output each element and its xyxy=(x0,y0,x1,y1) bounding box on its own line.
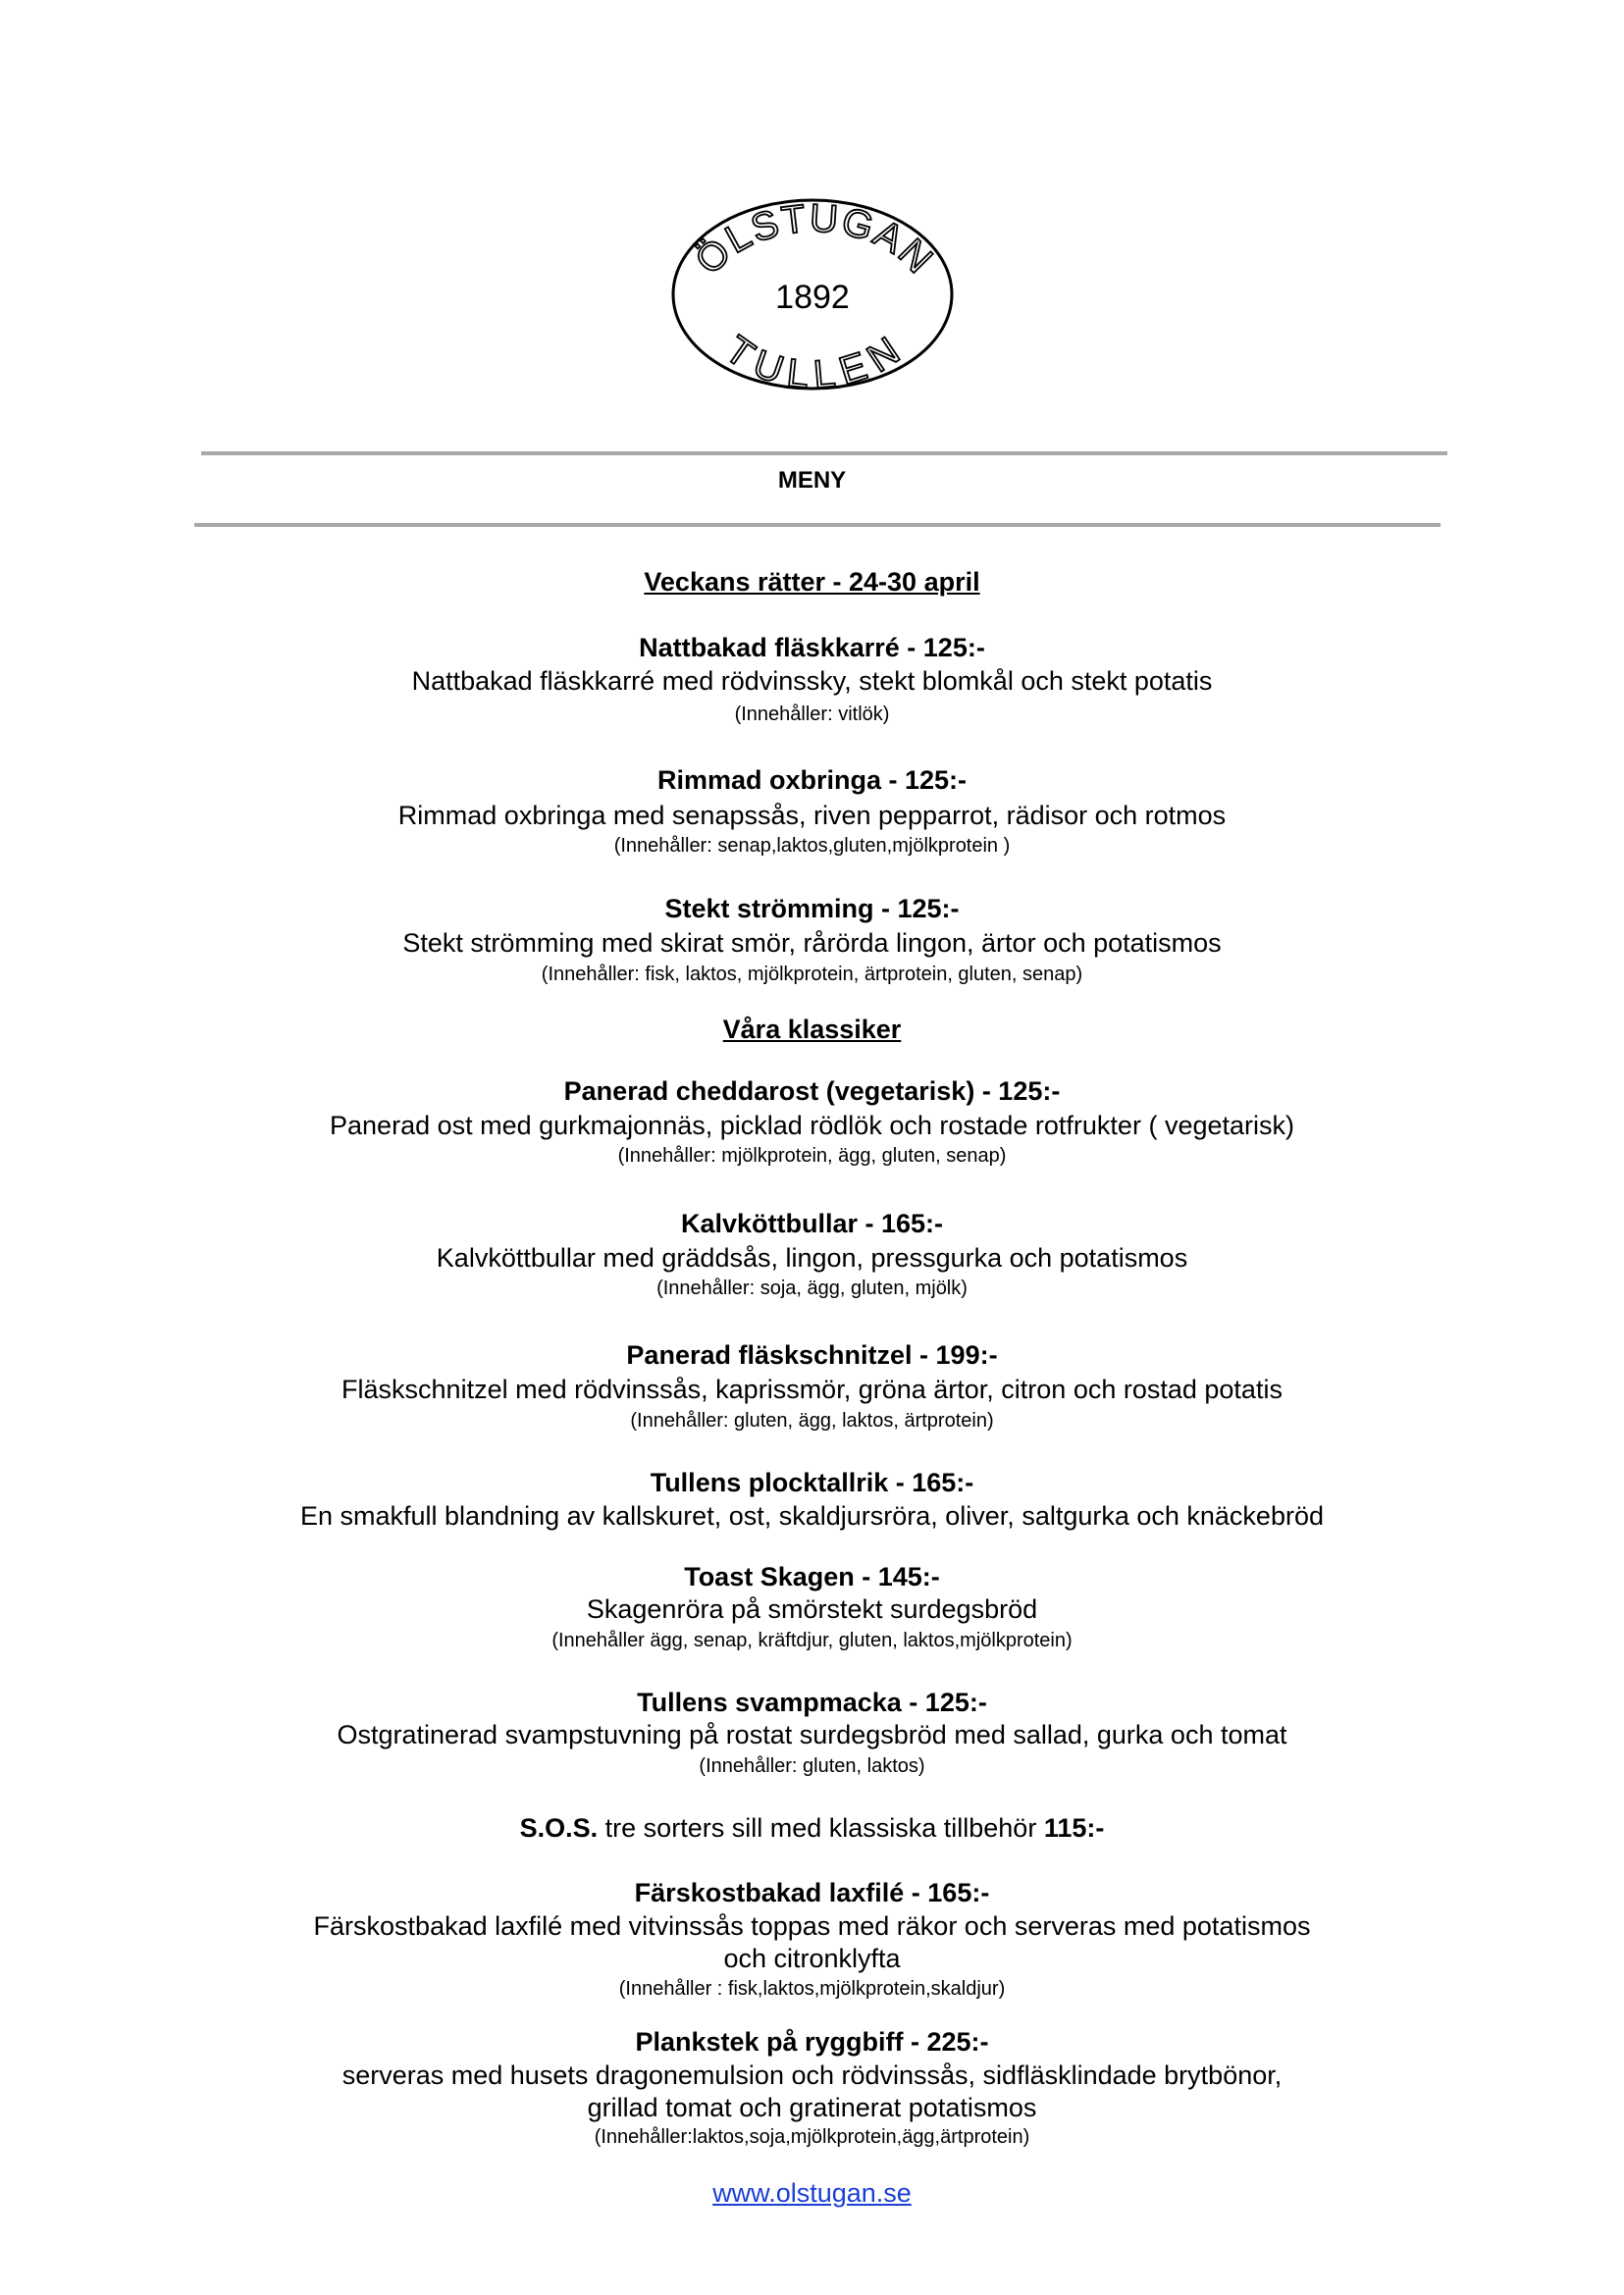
dish-allergens: (Innehåller: soja, ägg, gluten, mjölk) xyxy=(656,1278,968,1299)
dish-allergens: (Innehåller: vitlök) xyxy=(734,704,890,725)
dish-description: Kalvköttbullar med gräddsås, lingon, pressgurka och potatismos xyxy=(436,1243,1188,1273)
logo-year: 1892 xyxy=(775,279,850,316)
footer xyxy=(0,2180,1624,2207)
sos-description: tre sorters sill med klassiska tillbehör xyxy=(598,1813,1044,1843)
header-rule-top xyxy=(201,451,1447,455)
dish-description: Skagenröra på smörstekt surdegsbröd xyxy=(586,1594,1038,1624)
dish-name: Toast Skagen - 145:- xyxy=(684,1562,940,1591)
dish-name: Nattbakad fläskkarré - 125:- xyxy=(639,633,985,662)
dish-allergens: (Innehåller: fisk, laktos, mjölkprotein, ärtprotein, gluten, senap) xyxy=(541,964,1083,985)
dish-name: Kalvköttbullar - 165:- xyxy=(680,1209,944,1238)
dish-description-cont: grillad tomat och gratinerat potatismos xyxy=(587,2093,1037,2122)
svg-text:ÖLSTUGAN xyxy=(687,196,941,283)
dish-allergens: (Innehåller: gluten, laktos) xyxy=(699,1755,925,1777)
dish-allergens: (Innehåller: gluten, ägg, laktos, ärtprotein) xyxy=(630,1410,994,1432)
dish-description: Rimmad oxbringa med senapssås, riven pepparrot, rädisor och rotmos xyxy=(397,801,1227,830)
dish-name: Färskostbakad laxfilé - 165:- xyxy=(634,1878,990,1907)
logo-line2: TULLEN xyxy=(717,328,910,392)
dish-allergens: (Innehåller ägg, senap, kräftdjur, gluten, laktos,mjölkprotein) xyxy=(551,1630,1073,1651)
dish-name: Panerad fläskschnitzel - 199:- xyxy=(626,1340,998,1370)
dish-allergens: (Innehåller: senap,laktos,gluten,mjölkprotein ) xyxy=(613,835,1011,857)
dish-allergens: (Innehåller:laktos,soja,mjölkprotein,ägg,ärtprotein) xyxy=(594,2126,1030,2148)
sos-line xyxy=(0,1815,1624,1842)
dish-description: En smakfull blandning av kallskuret, ost, skaldjursröra, oliver, saltgurka och knäckebröd xyxy=(299,1501,1324,1531)
header-rule-bottom xyxy=(194,523,1441,527)
dish-name: Tullens svampmacka - 125:- xyxy=(637,1688,987,1717)
svg-text:TULLEN xyxy=(717,328,909,392)
section-heading-classics: Våra klassiker xyxy=(722,1015,902,1044)
website-link[interactable]: www.olstugan.se xyxy=(712,2178,912,2208)
dish-allergens: (Innehåller: mjölkprotein, ägg, gluten, senap) xyxy=(617,1145,1007,1167)
dish-description: Stekt strömming med skirat smör, rårörda lingon, ärtor och potatismos xyxy=(402,928,1222,958)
dish-description: serveras med husets dragonemulsion och rödvinssås, sidfläsklindade brytbönor, xyxy=(341,2060,1283,2090)
dish-description: Ostgratinerad svampstuvning på rostat surdegsbröd med sallad, gurka och tomat xyxy=(337,1720,1287,1749)
dish-description: Fläskschnitzel med rödvinssås, kaprissmör, gröna ärtor, citron och rostad potatis xyxy=(341,1375,1283,1404)
olstugan-logo xyxy=(670,196,955,392)
section-heading-weekly: Veckans rätter - 24-30 april xyxy=(644,567,980,597)
dish-name: Tullens plocktallrik - 165:- xyxy=(650,1468,974,1497)
dish-description: Färskostbakad laxfilé med vitvinssås toppas med räkor och serveras med potatismos xyxy=(313,1911,1311,1941)
logo-line1: ÖLSTUGAN xyxy=(687,196,942,284)
dish-name: Rimmad oxbringa - 125:- xyxy=(656,765,968,795)
dish-name: Panerad cheddarost (vegetarisk) - 125:- xyxy=(563,1076,1061,1106)
dish-description: Nattbakad fläskkarré med rödvinssky, stekt blomkål och stekt potatis xyxy=(411,666,1213,696)
dish-description: Panerad ost med gurkmajonnäs, picklad rödlök och rostade rotfrukter ( vegetarisk) xyxy=(330,1111,1294,1140)
page-title: MENY xyxy=(777,467,847,494)
dish-name: Stekt strömming - 125:- xyxy=(664,894,960,923)
dish-description-cont: och citronklyfta xyxy=(723,1944,901,1973)
sos-lead: S.O.S. xyxy=(519,1813,599,1843)
dish-allergens: (Innehåller : fisk,laktos,mjölkprotein,skaldjur) xyxy=(618,1978,1006,2000)
dish-name: Plankstek på ryggbiff - 225:- xyxy=(635,2027,989,2057)
sos-price: 115:- xyxy=(1043,1813,1105,1843)
